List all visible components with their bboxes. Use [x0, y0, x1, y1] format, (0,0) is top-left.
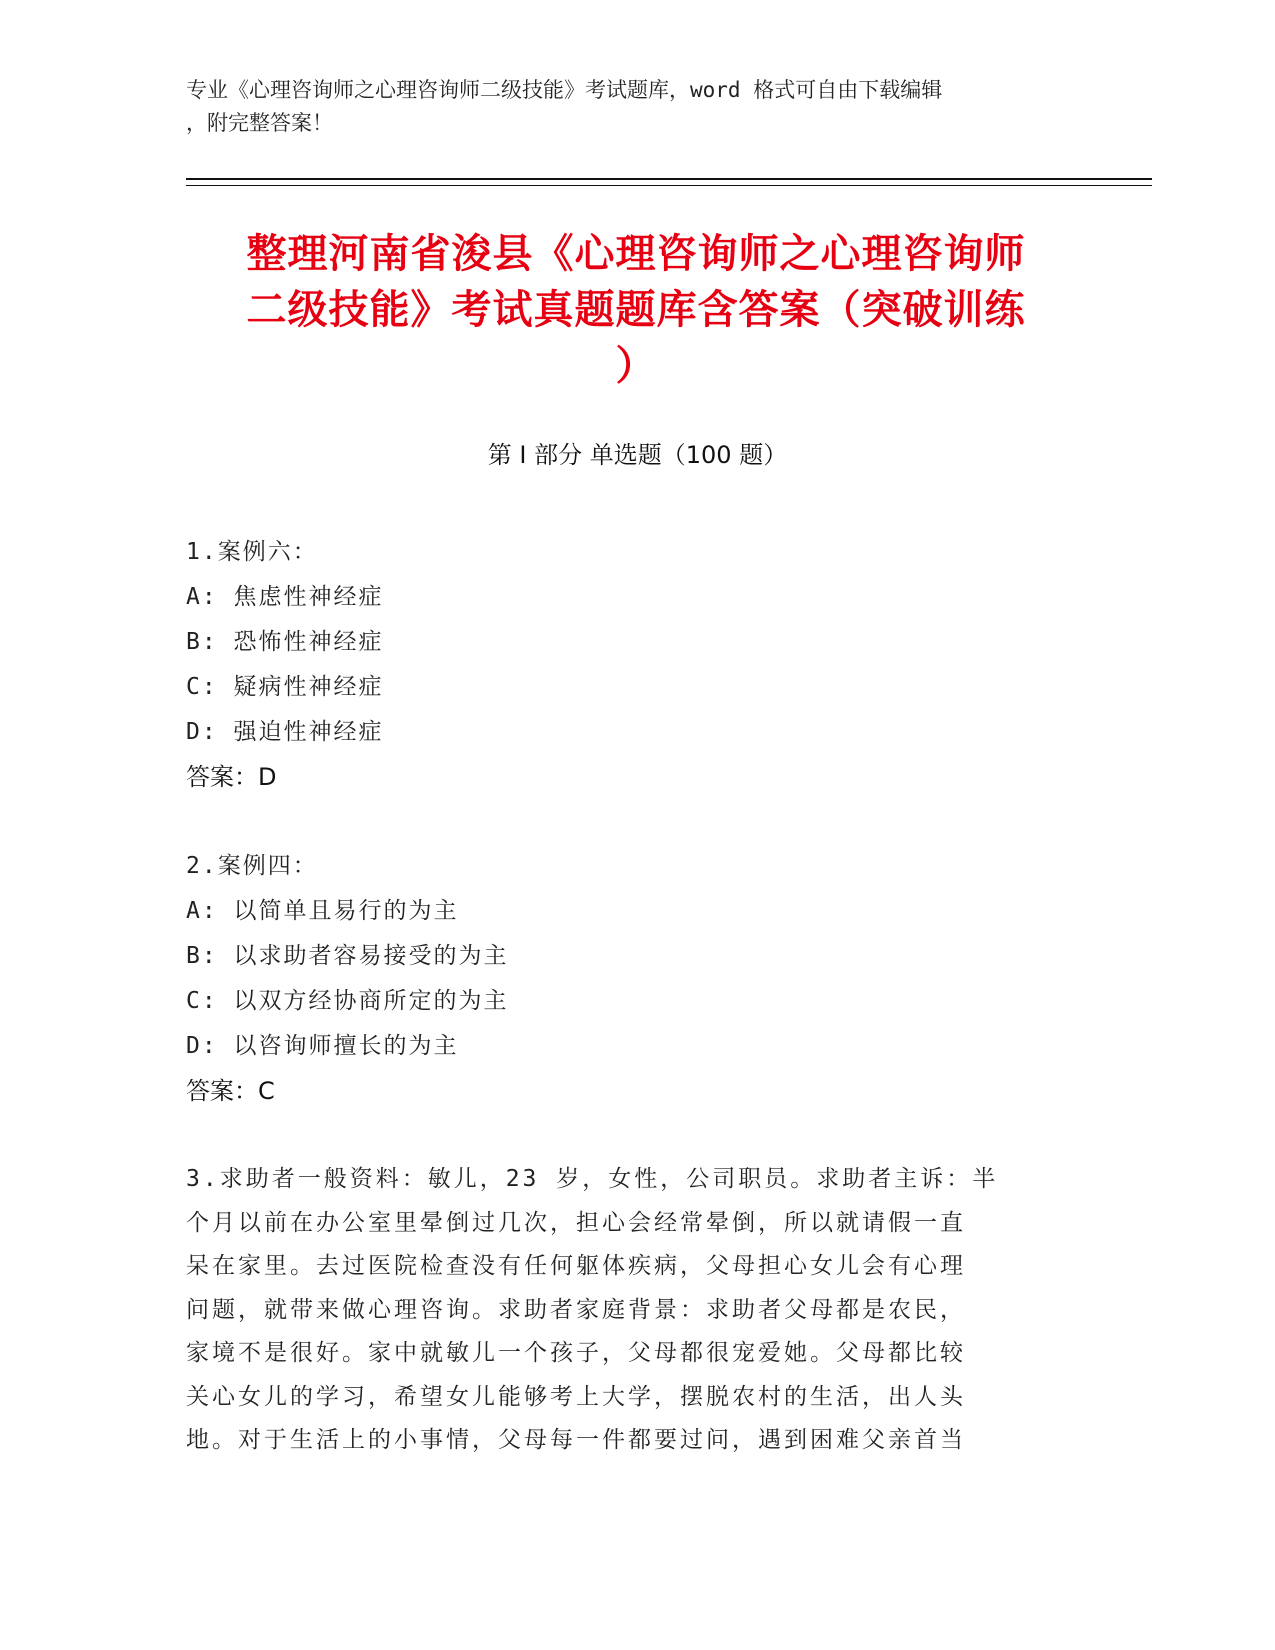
document-title [186, 226, 1086, 394]
option-d: D: 以咨询师擅长的为主 [186, 1033, 459, 1059]
question-stem: 2.案例四： [186, 853, 318, 879]
question-item [186, 530, 1066, 800]
question-text-line: 问题，就带来做心理咨询。求助者家庭背景：求助者父母都是农民， [186, 1296, 966, 1323]
question-text-line: 家境不是很好。家中就敏儿一个孩子，父母都很宠爱她。父母都比较 [186, 1340, 966, 1366]
option-b: B: 以求助者容易接受的为主 [186, 943, 509, 969]
option-a: A: 以简单且易行的为主 [186, 898, 459, 924]
question-text-line: 呆在家里。去过医院检查没有任何躯体疾病，父母担心女儿会有心理 [186, 1253, 966, 1279]
option-b: B: 恐怖性神经症 [186, 629, 384, 655]
header-note-line: ，附完整答案！ [186, 111, 333, 135]
section-heading: 第 I 部分 单选题（100 题） [487, 441, 788, 469]
title-line: 二级技能》考试真题题库含答案（突破训练 [246, 287, 1026, 333]
question-text-line: 个月以前在办公室里晕倒过几次，担心会经常晕倒，所以就请假一直 [186, 1209, 966, 1236]
question-text-line: 地。对于生活上的小事情，父母每一件都要过问，遇到困难父亲首当 [186, 1427, 966, 1453]
header-divider-thin [186, 185, 1152, 186]
option-c: C: 疑病性神经症 [186, 674, 384, 700]
answer-line: 答案：C [186, 1077, 275, 1105]
question-stem: 1.案例六： [186, 539, 318, 565]
question-text-line: 关心女儿的学习，希望女儿能够考上大学，摆脱农村的生活，出人头 [186, 1383, 966, 1410]
header-note [186, 74, 1086, 140]
title-line: 整理河南省浚县《心理咨询师之心理咨询师 [246, 231, 1026, 277]
question-list [186, 530, 1066, 1463]
option-c: C: 以双方经协商所定的为主 [186, 988, 509, 1014]
header-note-line: 专业《心理咨询师之心理咨询师二级技能》考试题库，word 格式可自由下载编辑 [186, 78, 943, 102]
question-item [186, 844, 1066, 1114]
header-divider-thick [186, 178, 1152, 180]
question-3-text [186, 1158, 1066, 1463]
option-d: D: 强迫性神经症 [186, 719, 384, 745]
option-a: A: 焦虑性神经症 [186, 584, 384, 610]
question-text-line: 3.求助者一般资料：敏儿，23 岁，女性，公司职员。求助者主诉：半 [186, 1166, 999, 1192]
answer-line: 答案：D [186, 763, 277, 791]
title-line: ） [615, 343, 657, 389]
